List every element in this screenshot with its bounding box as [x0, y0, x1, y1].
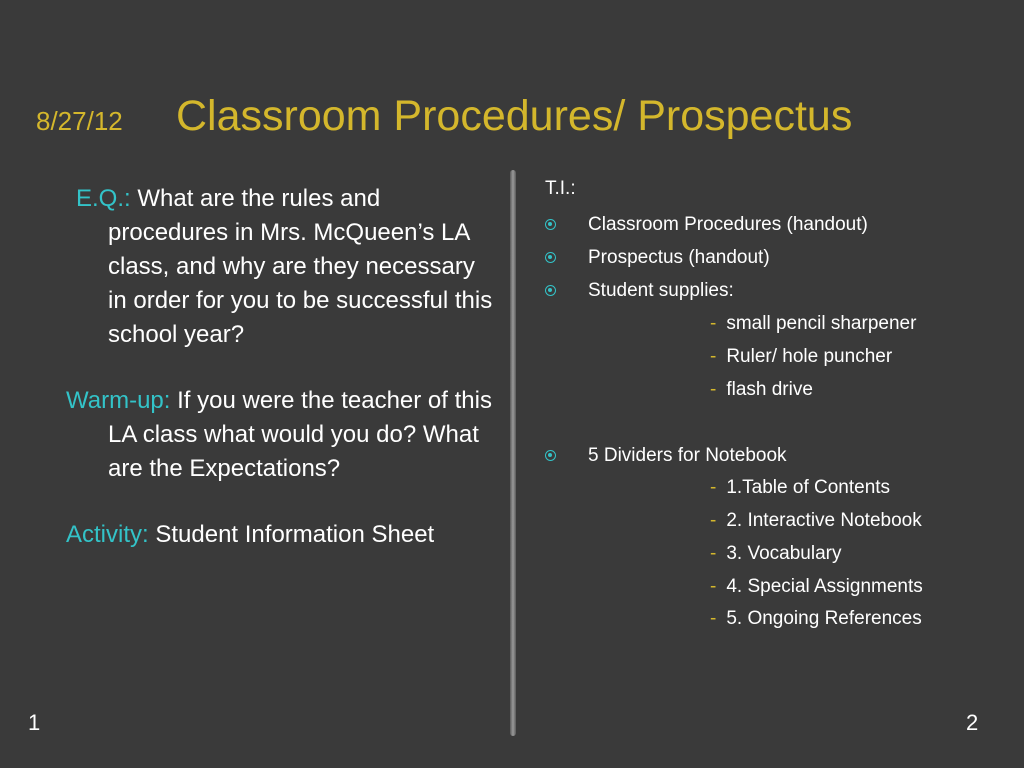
- bullet-text: Student supplies:: [588, 280, 734, 301]
- dash-marker: -: [710, 543, 717, 564]
- circle-bullet-icon: [545, 450, 556, 461]
- supply-item: [710, 313, 916, 335]
- divider-text: 1.Table of Contents: [726, 477, 891, 498]
- divider-text: 4. Special Assignments: [726, 576, 923, 597]
- bullet-text: Classroom Procedures (handout): [588, 214, 868, 235]
- warmup-label: Warm-up:: [66, 387, 171, 414]
- divider-text: 5. Ongoing References: [726, 608, 922, 629]
- circle-bullet-icon: [545, 252, 556, 263]
- left-column: [66, 182, 496, 552]
- eq-label: E.Q.:: [76, 185, 131, 212]
- eq-text: What are the rules and procedures in Mrs. McQueen’s LA class, and why are they necessary in order for you to be successful this school year?: [108, 185, 493, 348]
- bullet-text: 5 Dividers for Notebook: [588, 445, 787, 466]
- supply-text: Ruler/ hole puncher: [726, 346, 893, 367]
- divider-item: [710, 543, 841, 565]
- supply-text: flash drive: [726, 379, 813, 400]
- essential-question: [66, 182, 496, 352]
- title-row: [0, 0, 1024, 160]
- dash-marker: -: [710, 510, 717, 531]
- supply-item: [710, 346, 892, 368]
- page-number-right: 2: [966, 710, 979, 735]
- vertical-divider: [510, 170, 516, 736]
- divider-item: [710, 510, 922, 532]
- activity-text: Student Information Sheet: [155, 521, 435, 548]
- supply-text: small pencil sharpener: [726, 313, 917, 334]
- activity-label: Activity:: [66, 521, 149, 548]
- activity: [66, 518, 496, 552]
- circle-bullet-icon: [545, 285, 556, 296]
- supply-item: [710, 379, 813, 401]
- slide-title: Classroom Procedures/ Prospectus: [176, 92, 853, 140]
- warm-up: [66, 384, 496, 486]
- circle-bullet-icon: [545, 219, 556, 230]
- dash-marker: -: [710, 313, 717, 334]
- dash-marker: -: [710, 608, 717, 629]
- ti-label: T.I.:: [545, 178, 576, 199]
- divider-item: [710, 576, 923, 598]
- dash-marker: -: [710, 379, 717, 400]
- warmup-text: If you were the teacher of this LA class what would you do? What are the Expectations?: [108, 387, 492, 482]
- divider-text: 2. Interactive Notebook: [726, 510, 922, 531]
- divider-item: [710, 477, 890, 499]
- dash-marker: -: [710, 477, 717, 498]
- dash-marker: -: [710, 346, 717, 367]
- slide-date: 8/27/12: [36, 106, 123, 136]
- bullet-text: Prospectus (handout): [588, 247, 770, 268]
- dash-marker: -: [710, 576, 717, 597]
- page-number-left: 1: [28, 710, 41, 735]
- divider-item: [710, 608, 922, 630]
- divider-text: 3. Vocabulary: [726, 543, 842, 564]
